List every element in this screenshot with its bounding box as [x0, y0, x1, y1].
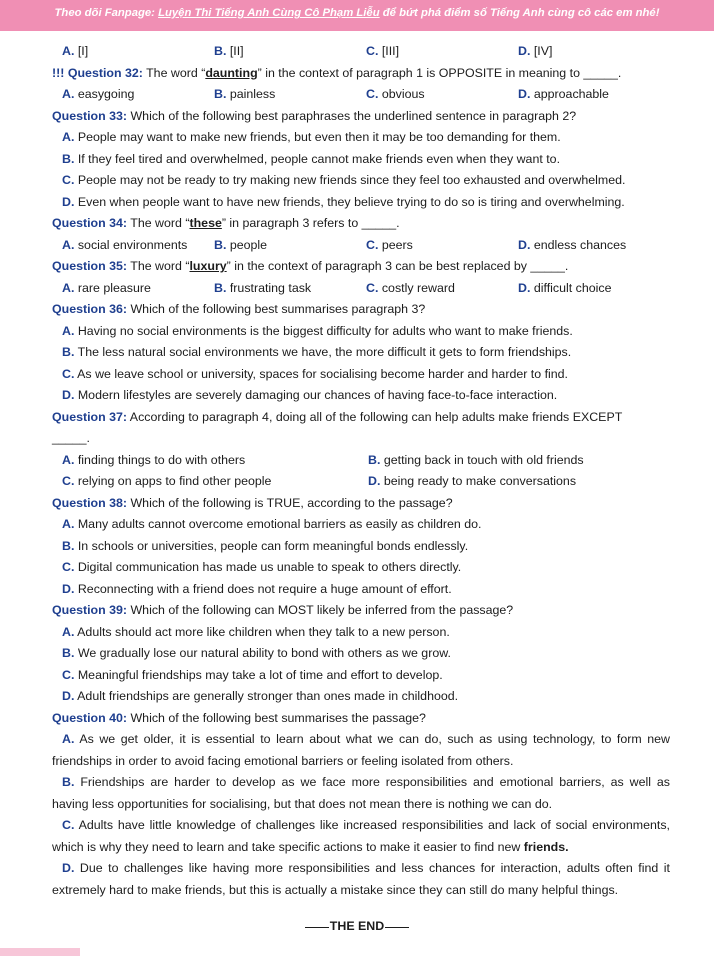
- question-number: Question 35:: [52, 259, 128, 273]
- q35-option-c[interactable]: C. costly reward: [366, 280, 455, 295]
- q33-option-c[interactable]: C. People may not be ready to try making new friends since they feel too exhausted and overwhelmed.: [62, 173, 626, 187]
- banner-suffix: để bứt phá điểm số Tiếng Anh cùng cô các em nhé!: [379, 7, 660, 19]
- q34-option-c[interactable]: C. peers: [366, 237, 413, 252]
- question-36: Question 36: Which of the following best summarises paragraph 3?: [52, 302, 426, 316]
- q40-option-c[interactable]: C. Adults have little knowledge of challenges like increased responsibilities and lack of social environments, which is why they need to learn and take specific actions to make it easier to find new friends.: [52, 818, 670, 854]
- q39-option-d[interactable]: D. Adult friendships are generally stronger than ones made in childhood.: [62, 689, 459, 703]
- q37-option-c[interactable]: C. relying on apps to find other people: [62, 474, 272, 488]
- banner-prefix: Theo dõi Fanpage:: [54, 7, 159, 19]
- question-number: Question 40:: [52, 710, 128, 725]
- q34-option-b[interactable]: B. people: [214, 237, 268, 252]
- q34-options: [52, 235, 670, 257]
- q37-options-row-2: [52, 471, 670, 493]
- q33-option-b[interactable]: B. If they feel tired and overwhelmed, people cannot make friends even when they want to.: [62, 151, 561, 166]
- keyword: luxury: [189, 259, 227, 273]
- q35-option-d[interactable]: D. difficult choice: [518, 280, 612, 295]
- q40-option-d[interactable]: D. Due to challenges like having more responsibilities and less chances for interaction, adults often find it extremely hard to make friends, but this is actually a mistake since they can still do many helpful things.: [52, 861, 670, 897]
- blank-left: [305, 927, 329, 928]
- the-end-label: THE END: [329, 919, 385, 933]
- question-number: Question 38:: [52, 495, 128, 510]
- q34-option-a[interactable]: A. social environments: [62, 237, 188, 252]
- question-number: Question 36:: [52, 302, 128, 316]
- q39-option-c[interactable]: C. Meaningful friendships may take a lot of time and effort to develop.: [62, 667, 443, 682]
- q36-option-d[interactable]: D. Modern lifestyles are severely damaging our chances of having face-to-face interaction.: [62, 388, 558, 402]
- question-number: Question 32:: [67, 65, 143, 80]
- question-34: Question 34: The word “these” in paragraph 3 refers to _____.: [52, 216, 400, 230]
- q38-option-a[interactable]: A. Many adults cannot overcome emotional barriers as easily as children do.: [62, 517, 482, 531]
- q39-option-a[interactable]: A. Adults should act more like children when they talk to a new person.: [62, 624, 450, 639]
- q32-option-a[interactable]: A. easygoing: [62, 87, 135, 101]
- question-40: Question 40: Which of the following best summarises the passage?: [52, 710, 426, 725]
- q36-option-a[interactable]: A. Having no social environments is the biggest difficulty for adults who want to make friends.: [62, 323, 573, 338]
- question-35: Question 35: The word “luxury” in the context of paragraph 3 can be best replaced by _____.: [52, 259, 569, 273]
- q38-option-c[interactable]: C. Digital communication has made us unable to speak to others directly.: [62, 560, 462, 574]
- q37-option-d[interactable]: D. being ready to make conversations: [368, 474, 577, 488]
- question-number: Question 39:: [52, 603, 128, 617]
- q31-option-a[interactable]: A. [I]: [62, 44, 89, 58]
- q38-option-d[interactable]: D. Reconnecting with a friend does not require a huge amount of effort.: [62, 581, 452, 596]
- q32-option-d[interactable]: D. approachable: [518, 87, 609, 101]
- q37-option-a[interactable]: A. finding things to do with others: [62, 452, 246, 467]
- question-37-blank: _____.: [52, 431, 90, 445]
- q38-option-b[interactable]: B. In schools or universities, people can form meaningful bonds endlessly.: [62, 538, 469, 553]
- q39-option-b[interactable]: B. We gradually lose our natural ability to bond with others as we grow.: [62, 646, 451, 660]
- blank-right: [385, 927, 409, 928]
- q35-options: [52, 278, 670, 300]
- q32-options: [52, 84, 670, 106]
- question-37: Question 37: According to paragraph 4, doing all of the following can help adults make friends EXCEPT: [52, 409, 623, 424]
- keyword: these: [189, 216, 222, 230]
- question-number: Question 33:: [52, 108, 128, 123]
- fanpage-banner: [0, 0, 714, 31]
- exam-content: [52, 41, 670, 901]
- warning-mark: !!!: [52, 65, 65, 80]
- question-33: Question 33: Which of the following best paraphrases the underlined sentence in paragraph 2?: [52, 108, 577, 123]
- question-number: Question 34:: [52, 216, 128, 230]
- q31-option-b[interactable]: B. [II]: [214, 44, 244, 58]
- corner-decoration: [0, 948, 80, 956]
- question-number: Question 37:: [52, 409, 128, 424]
- question-32: !!! Question 32: The word “daunting” in the context of paragraph 1 is OPPOSITE in meaning to _____.: [52, 65, 622, 80]
- q35-option-a[interactable]: A. rare pleasure: [62, 280, 151, 295]
- q37-option-b[interactable]: B. getting back in touch with old friends: [368, 452, 584, 467]
- q31-options: [52, 41, 670, 63]
- keyword: daunting: [205, 65, 258, 80]
- q32-option-c[interactable]: C. obvious: [366, 87, 425, 101]
- q31-option-d[interactable]: D. [IV]: [518, 44, 553, 58]
- question-39: Question 39: Which of the following can MOST likely be inferred from the passage?: [52, 603, 514, 617]
- q36-option-b[interactable]: B. The less natural social environments we have, the more difficult it gets to form friendships.: [62, 345, 572, 359]
- the-end-footer: [0, 919, 714, 933]
- question-38: Question 38: Which of the following is TRUE, according to the passage?: [52, 495, 453, 510]
- q37-options-row-1: [52, 450, 670, 472]
- q31-option-c[interactable]: C. [III]: [366, 44, 400, 58]
- fanpage-link[interactable]: Luyện Thi Tiếng Anh Cùng Cô Phạm Liễu: [158, 7, 380, 19]
- q32-option-b[interactable]: B. painless: [214, 87, 276, 101]
- q33-option-a[interactable]: A. People may want to make new friends, but even then it may be too demanding for them.: [62, 130, 561, 144]
- q33-option-d[interactable]: D. Even when people want to have new friends, they believe trying to do so is tiring and overwhelming.: [62, 194, 625, 209]
- q35-option-b[interactable]: B. frustrating task: [214, 280, 312, 295]
- q40-option-b[interactable]: B. Friendships are harder to develop as we face more responsibilities and emotional barriers, as well as having less opportunities for socialising, but that does not mean there is nothing we can do.: [52, 775, 670, 811]
- q36-option-c[interactable]: C. As we leave school or university, spaces for socialising become harder and harder to find.: [62, 366, 568, 381]
- q34-option-d[interactable]: D. endless chances: [518, 237, 627, 252]
- q40-option-a[interactable]: A. As we get older, it is essential to learn about what we can do, such as using technology, to form new friendships in order to avoid facing emotional barriers or feeling isolated from others.: [52, 732, 670, 768]
